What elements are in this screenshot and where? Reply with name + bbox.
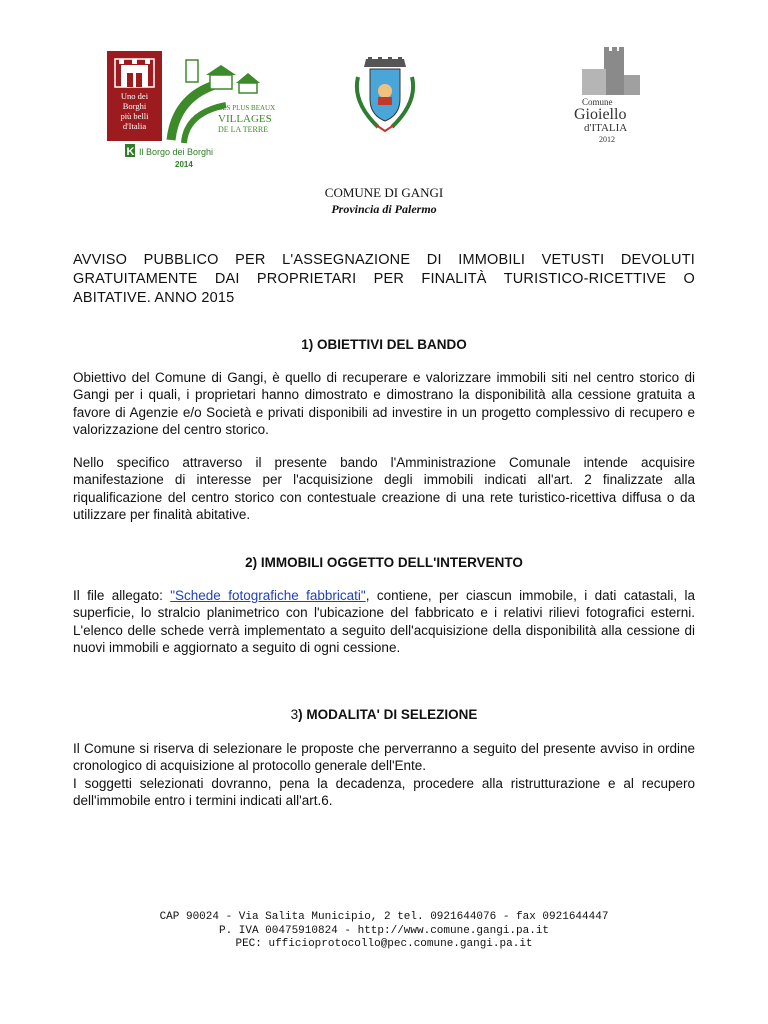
borghi-line-2: Borghi <box>122 101 147 111</box>
borgo-dei-borghi-logo <box>125 143 235 171</box>
gioiello-ditalia-logo <box>568 47 648 147</box>
villages-sub-text: DE LA TERRE <box>218 125 269 134</box>
gioiello-sub-text: d'ITALIA <box>584 122 628 134</box>
gioiello-name-text: Gioiello <box>574 106 627 123</box>
gioiello-tower-icon <box>568 47 648 147</box>
borgo-dei-borghi-icon <box>125 143 235 171</box>
section-2-paragraph-1 <box>73 587 695 656</box>
borghi-line-3: più belli <box>120 111 149 121</box>
borghi-line-1: Uno dei <box>120 91 149 101</box>
footer-contacts <box>0 911 768 952</box>
section-1-heading: 1) OBIETTIVI DEL BANDO <box>301 337 467 352</box>
provincia-name: Provincia di Palermo <box>331 202 437 216</box>
section-3-heading-number: 3 <box>290 707 299 722</box>
section-3-paragraph-2: I soggetti selezionati dovranno, pena la decadenza, procedere alla ristrutturazione e al recupero dell'immobile entro i termini indicati all'art.6. <box>73 775 695 808</box>
borghi-line-4: d'Italia <box>122 121 147 131</box>
villages-big-text: VILLAGES <box>218 113 272 125</box>
footer-address-line: CAP 90024 - Via Salita Municipio, 2 tel. 0921644076 - fax 0921644447 <box>159 911 609 923</box>
section-2-text-before-link: Il file allegato: <box>73 588 171 603</box>
section-1-paragraph-2: Nello specifico attraverso il presente bando l'Amministrazione Comunale intende acquisire manifestazione di interesse per l'acquisizione degli immobili indicati all'art. 2 finalizzate alla riqualificazione del centro storico con contestuale creazione di una rete turistico-ricettiva diffusa o da utilizzare per finalità abitative. <box>73 455 695 522</box>
villages-de-la-terre-logo <box>166 55 276 147</box>
header-logos <box>0 45 768 175</box>
section-3-paragraph <box>73 740 695 809</box>
borghi-castle-icon <box>107 51 162 141</box>
borgo-dei-borghi-label: Il Borgo dei Borghi <box>139 147 214 157</box>
section-3-heading-text: ) MODALITA' DI SELEZIONE <box>298 707 478 722</box>
villages-emblem-icon <box>166 55 276 147</box>
gioiello-comune-text: Comune <box>582 97 613 107</box>
section-1-paragraph-1: Obiettivo del Comune di Gangi, è quello di recuperare e valorizzare immobili siti nel centro storico di Gangi per i quali, i proprietari hanno dimostrato e dimostrano la disponibilità alla cessione gratuita a favore di Agenzie e/o Società e privati disponibili ad investire in un progetto complessivo di recupero e valorizzazione del centro storico. <box>73 370 695 437</box>
comune-name: COMUNE DI GANGI <box>324 185 444 200</box>
schede-fotografiche-link[interactable]: "Schede fotografiche fabbricati" <box>170 588 366 603</box>
section-3-heading <box>0 707 768 722</box>
borgo-dei-borghi-year: 2014 <box>175 160 193 169</box>
svg-text:K: K <box>126 146 135 158</box>
coat-of-arms-icon <box>348 57 422 135</box>
section-2-heading: 2) IMMOBILI OGGETTO DELL'INTERVENTO <box>245 555 523 570</box>
coat-of-arms-logo <box>348 57 422 135</box>
section-3-paragraph-1: Il Comune si riserva di selezionare le proposte che perverranno a seguito del presente avviso in ordine cronologico di acquisizione al protocollo generale dell'Ente. <box>73 741 695 774</box>
footer-pec-line: PEC: ufficioprotocollo@pec.comune.gangi.pa.it <box>235 938 533 950</box>
borghi-piu-belli-logo <box>107 51 162 141</box>
section-2-text-after-link: , contiene, per ciascun immobile, i dati catastali, la superficie, lo stralcio planimetrico con l'ubicazione del fabbricato e i relativi rilievi fotografici esterni. L'elenco delle schede verrà implementato a seguito dell'acquisizione della disponibilità alla cessione di nuovi immobili e aggiornato a seguito di ogni cessione. <box>73 588 695 655</box>
notice-title: AVVISO PUBBLICO PER L'ASSEGNAZIONE DI IMMOBILI VETUSTI DEVOLUTI GRATUITAMENTE DAI PROPRIETARI PER FINALITÀ TURISTICO-RICETTIVE O ABITATIVE. ANNO 2015 <box>73 252 695 306</box>
footer-vat-website-line: P. IVA 00475910824 - http://www.comune.gangi.pa.it <box>218 924 550 937</box>
villages-small-text: LES PLUS BEAUX <box>218 104 276 112</box>
gioiello-year-text: 2012 <box>599 135 615 144</box>
